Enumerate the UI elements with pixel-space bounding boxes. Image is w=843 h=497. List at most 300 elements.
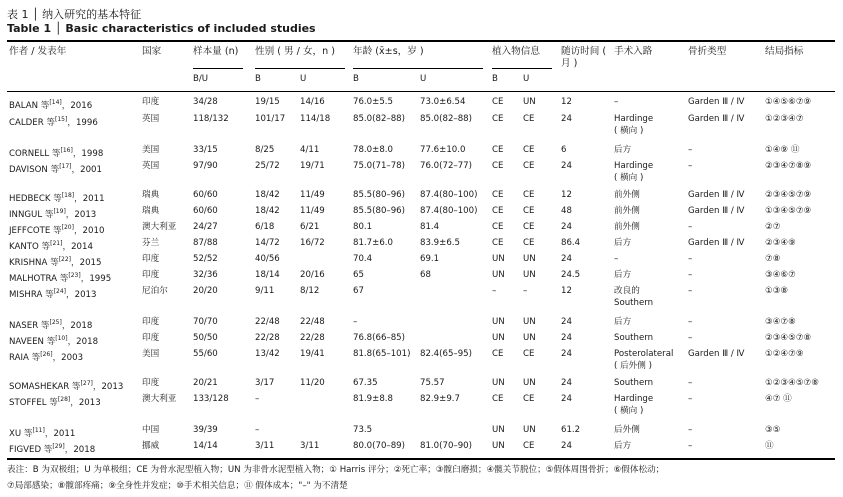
cell-imp-b: UN (492, 254, 505, 264)
cell-author (9, 333, 98, 348)
cell-followup: 24 (561, 378, 572, 388)
cell-followup: 24 (561, 114, 572, 124)
cell-imp-u: UN (523, 425, 536, 435)
cell-fracture: – (688, 394, 693, 404)
cell-sample: 70/70 (193, 317, 218, 327)
cell-imp-u: CE (523, 161, 535, 171)
cell-followup: 48 (561, 206, 572, 216)
cell-imp-u: UN (523, 97, 536, 107)
cell-age-u: 68 (420, 270, 431, 280)
author-name: MISHRA 等 (9, 289, 54, 300)
cell-sample: 97/90 (193, 161, 218, 171)
publication-year: ，2010 (73, 225, 105, 236)
publication-year: ，2018 (67, 336, 99, 347)
cell-country: 美国 (142, 349, 160, 359)
cell-sex-u: 22/28 (300, 333, 325, 343)
cell-followup: 6 (561, 145, 567, 155)
table-note-line-2: ⑦局部感染；⑧髋部疼痛；⑨全身性并发症；⑩手术相关信息；⑪ 假体成本；"–" 为不清楚 (7, 481, 348, 491)
cell-sex-u: 20/16 (300, 270, 325, 280)
cell-approach: 后方 (614, 317, 632, 327)
cell-sex-b: 3/11 (255, 441, 275, 451)
implant-subrule (492, 68, 552, 69)
cell-imp-u: CE (523, 222, 535, 232)
subheader-sex-b: B (255, 74, 261, 84)
header-country: 国家 (142, 46, 162, 57)
cell-sex-u: 11/49 (300, 206, 325, 216)
cell-sample: 14/14 (193, 441, 218, 451)
cell-followup: 24 (561, 441, 572, 451)
cell-sex-b: 19/15 (255, 97, 280, 107)
cell-sample: 34/28 (193, 97, 218, 107)
cell-age-b: 67.35 (353, 378, 378, 388)
cell-age-u: 81.0(70–90) (420, 441, 473, 451)
cell-age-u: 87.4(80–100) (420, 206, 478, 216)
header-approach: 手术入路 (614, 46, 653, 57)
subheader-age-u: U (420, 74, 427, 84)
cell-outcome: ③④⑥⑦ (765, 270, 796, 280)
reference-number: [10] (55, 335, 68, 342)
cell-approach: 前外侧 (614, 190, 640, 200)
bottom-rule (7, 458, 835, 460)
cell-outcome: ⑪ (765, 441, 774, 451)
cell-author (9, 97, 92, 112)
publication-year: ，2003 (52, 352, 84, 363)
cell-outcome: ②⑦ (765, 222, 781, 232)
cell-imp-b: CE (492, 222, 504, 232)
cell-outcome: ①③⑧ (765, 286, 789, 296)
cell-imp-u: UN (523, 317, 536, 327)
cell-age-b: 76.8(66–85) (353, 333, 406, 343)
cell-sex-u: 8/12 (300, 286, 320, 296)
cell-imp-u: CE (523, 145, 535, 155)
header-sample: 样本量 (n) (193, 46, 239, 57)
cell-sex-b: 9/11 (255, 286, 275, 296)
cell-followup: 24 (561, 394, 572, 404)
cell-age-b: 80.0(70–89) (353, 441, 406, 451)
cell-fracture: – (688, 222, 693, 232)
sample-subrule (193, 68, 243, 69)
cell-outcome: ①④⑤⑥⑦⑨ (765, 97, 812, 107)
cell-followup: 24 (561, 317, 572, 327)
publication-year: ，1998 (72, 148, 104, 159)
author-name: JEFFCOTE 等 (9, 225, 62, 236)
cell-fracture: – (688, 317, 693, 327)
cell-imp-b: CE (492, 161, 504, 171)
author-name: DAVISON 等 (9, 164, 60, 175)
cell-sample: 50/50 (193, 333, 218, 343)
author-name: HEDBECK 等 (9, 193, 62, 204)
subheader-sex-u: U (300, 74, 307, 84)
cell-country: 挪威 (142, 441, 160, 451)
cell-age-u: 83.9±6.5 (420, 238, 461, 248)
reference-number: [17] (59, 163, 72, 170)
cell-author (9, 286, 97, 301)
cell-imp-u: – (523, 286, 528, 296)
author-name: STOFFEL 等 (9, 397, 58, 408)
cell-sex-b: – (255, 394, 260, 404)
cell-fracture: Garden Ⅲ / Ⅳ (688, 97, 745, 107)
cell-sex-u: 11/20 (300, 378, 325, 388)
reference-number: [14] (49, 99, 62, 106)
reference-number: [20] (61, 224, 74, 231)
publication-year: ，2018 (61, 320, 93, 331)
reference-number: [26] (40, 351, 53, 358)
cell-fracture: – (688, 441, 693, 451)
cell-imp-u: CE (523, 349, 535, 359)
cell-imp-u: CE (523, 190, 535, 200)
cell-approach: 后方 (614, 441, 632, 451)
author-name: KRISHNA 等 (9, 257, 59, 268)
cell-sex-b: 22/48 (255, 317, 280, 327)
reference-number: [28] (57, 396, 71, 403)
cell-author (9, 317, 92, 332)
cell-followup: 24.5 (561, 270, 581, 280)
cell-imp-b: UN (492, 441, 505, 451)
subheader-implant-u: U (523, 74, 530, 84)
reference-number: [24] (53, 288, 67, 295)
publication-year: ，1996 (67, 117, 98, 128)
reference-number: [23] (68, 272, 81, 279)
publication-year: ，1995 (80, 273, 112, 284)
cell-age-b: 73.5 (353, 425, 373, 435)
cell-sex-b: 18/14 (255, 270, 280, 280)
cell-age-u: 77.6±10.0 (420, 145, 466, 155)
cell-fracture: Garden Ⅲ / Ⅳ (688, 238, 745, 248)
header-rule (7, 91, 835, 92)
cell-age-b: 80.1 (353, 222, 373, 232)
cell-age-u: 75.57 (420, 378, 445, 388)
cell-country: 中国 (142, 425, 160, 435)
cell-fracture: Garden Ⅲ / Ⅳ (688, 206, 745, 216)
author-name: RAIA 等 (9, 352, 41, 363)
author-name: KANTO 等 (9, 241, 51, 252)
cell-sex-u: 19/41 (300, 349, 325, 359)
cell-author (9, 378, 123, 393)
cell-sex-u: 114/18 (300, 114, 331, 124)
cell-age-u: 76.0(72–77) (420, 161, 473, 171)
cell-outcome: ②③④⑦⑧⑨ (765, 161, 812, 171)
cell-age-b: 85.0(82–88) (353, 114, 406, 124)
reference-number: [22] (58, 256, 72, 263)
header-age: 年龄 (x̄±s，岁 ) (353, 46, 424, 57)
cell-approach-detail: ( 后外侧 ) (614, 361, 652, 371)
cell-country: 美国 (142, 145, 160, 155)
cell-approach: 前外侧 (614, 206, 640, 216)
cell-fracture: – (688, 378, 693, 388)
cell-outcome: ①④⑨ ⑪ (765, 145, 800, 155)
cell-approach: Hardinge (614, 394, 654, 404)
publication-year: ，2011 (74, 193, 105, 204)
cell-age-u: 82.4(65–95) (420, 349, 473, 359)
publication-year: ，2015 (71, 257, 102, 268)
cell-age-b: 78.0±8.0 (353, 145, 394, 155)
cell-outcome: ③⑤ (765, 425, 781, 435)
cell-author (9, 441, 95, 456)
publication-year: ，2013 (65, 209, 97, 220)
publication-year: ，2018 (64, 444, 96, 455)
cell-sample: 60/60 (193, 190, 218, 200)
table-note-line-1: 表注：B 为双极组；U 为单极组；CE 为骨水泥型植入物；UN 为非骨水泥型植入物；① Harris 评分；②死亡率；③髋臼磨损；④髋关节脱位；⑤假体周围骨折；⑥假体松动； (7, 465, 665, 475)
author-name: NAVEEN 等 (9, 336, 56, 347)
cell-approach: Hardinge (614, 114, 654, 124)
cell-imp-u: UN (523, 333, 536, 343)
cell-imp-b: UN (492, 333, 505, 343)
cell-outcome: ①③④⑤⑦⑨ (765, 206, 812, 216)
reference-number: [19] (53, 208, 66, 215)
cell-approach-detail: ( 横向 ) (614, 126, 644, 136)
reference-number: [21] (50, 240, 63, 247)
cell-age-b: 81.9±8.8 (353, 394, 394, 404)
cell-imp-b: CE (492, 394, 504, 404)
cell-imp-b: CE (492, 97, 504, 107)
cell-followup: 86.4 (561, 238, 581, 248)
cell-author (9, 270, 111, 285)
cell-country: 印度 (142, 317, 160, 327)
cell-approach: 后方 (614, 145, 632, 155)
cell-imp-b: UN (492, 317, 505, 327)
cell-sex-u: 22/48 (300, 317, 325, 327)
cell-imp-b: CE (492, 349, 504, 359)
cell-imp-b: – (492, 286, 497, 296)
cell-author (9, 238, 93, 253)
cell-followup: 24 (561, 333, 572, 343)
header-implant: 植入物信息 (492, 46, 540, 57)
cell-sex-b: 101/17 (255, 114, 286, 124)
reference-number: [25] (49, 319, 62, 326)
cell-followup: 24 (561, 161, 572, 171)
cell-outcome: ②③④⑤⑦⑧ (765, 333, 812, 343)
cell-author (9, 425, 75, 440)
cell-country: 英国 (142, 161, 160, 171)
author-name: XU 等 (9, 428, 33, 439)
author-name: CORNELL 等 (9, 148, 61, 159)
author-name: FIGVED 等 (9, 444, 53, 455)
cell-sample: 87/88 (193, 238, 218, 248)
cell-imp-b: CE (492, 206, 504, 216)
cell-sex-b: 13/42 (255, 349, 280, 359)
cell-country: 澳大利亚 (142, 222, 177, 232)
cell-fracture: – (688, 333, 693, 343)
publication-year: ，2016 (61, 100, 93, 111)
cell-sample: 55/60 (193, 349, 218, 359)
cell-imp-b: CE (492, 114, 504, 124)
cell-imp-u: UN (523, 254, 536, 264)
publication-year: ，2014 (62, 241, 93, 252)
cell-followup: 24 (561, 254, 572, 264)
cell-approach: Southern (614, 333, 654, 343)
cell-age-u: 87.4(80–100) (420, 190, 478, 200)
cell-sex-u: 6/21 (300, 222, 320, 232)
cell-country: 芬兰 (142, 238, 160, 248)
cell-approach: 前外侧 (614, 222, 640, 232)
publication-year: ，2001 (71, 164, 102, 175)
cell-sample: 20/21 (193, 378, 218, 388)
cell-sex-b: 40/56 (255, 254, 280, 264)
cell-sex-b: – (255, 425, 260, 435)
cell-sex-u: 19/71 (300, 161, 325, 171)
cell-fracture: Garden Ⅲ / Ⅳ (688, 190, 745, 200)
cell-country: 印度 (142, 270, 160, 280)
cell-country: 印度 (142, 254, 160, 264)
cell-imp-u: CE (523, 114, 535, 124)
cell-imp-b: CE (492, 145, 504, 155)
cell-sex-u: 3/11 (300, 441, 320, 451)
cell-outcome: ②③④⑤⑦⑨ (765, 190, 812, 200)
cell-age-b: 81.7±6.0 (353, 238, 394, 248)
cell-sample: 133/128 (193, 394, 229, 404)
cell-age-b: 70.4 (353, 254, 373, 264)
subheader-implant-b: B (492, 74, 498, 84)
cell-sex-b: 8/25 (255, 145, 275, 155)
age-subrule (353, 68, 483, 69)
cell-age-u: 81.4 (420, 222, 440, 232)
table-caption-en: Table 1 │ Basic characteristics of included studies (7, 22, 316, 35)
header-followup: 随访时间 ( 月 ) (561, 46, 607, 69)
cell-age-u: 85.0(82–88) (420, 114, 473, 124)
cell-approach: – (614, 254, 619, 264)
cell-fracture: – (688, 270, 693, 280)
cell-age-b: 85.5(80–96) (353, 206, 406, 216)
cell-sample: 118/132 (193, 114, 229, 124)
cell-imp-b: UN (492, 378, 505, 388)
reference-number: [29] (52, 443, 65, 450)
author-name: SOMASHEKAR 等 (9, 381, 81, 392)
cell-imp-u: UN (523, 378, 536, 388)
sex-subrule (255, 68, 345, 69)
cell-imp-u: CE (523, 238, 535, 248)
cell-approach: Posterolateral (614, 349, 674, 359)
cell-approach: 后外侧 (614, 425, 640, 435)
cell-sex-u: 4/11 (300, 145, 320, 155)
subheader-sample: B/U (193, 74, 209, 84)
cell-author (9, 114, 98, 129)
cell-followup: 24 (561, 222, 572, 232)
cell-fracture: – (688, 254, 693, 264)
author-name: MALHOTRA 等 (9, 273, 69, 284)
cell-sex-b: 25/72 (255, 161, 280, 171)
cell-imp-u: CE (523, 206, 535, 216)
cell-author (9, 254, 102, 269)
publication-year: ，2011 (44, 428, 76, 439)
author-name: BALAN 等 (9, 100, 50, 111)
cell-imp-u: UN (523, 270, 536, 280)
publication-year: ，2013 (92, 381, 124, 392)
cell-followup: 12 (561, 190, 572, 200)
cell-age-u: 73.0±6.54 (420, 97, 466, 107)
cell-sex-b: 3/17 (255, 378, 275, 388)
cell-fracture: Garden Ⅲ / Ⅳ (688, 349, 745, 359)
cell-outcome: ②③④⑨ (765, 238, 796, 248)
top-rule (7, 40, 835, 42)
reference-number: [18] (61, 192, 75, 199)
reference-number: [11] (32, 427, 45, 434)
cell-imp-u: CE (523, 441, 535, 451)
cell-imp-u: CE (523, 394, 535, 404)
header-outcome: 结局指标 (765, 46, 804, 57)
cell-sex-b: 18/42 (255, 190, 280, 200)
cell-approach: Southern (614, 378, 654, 388)
header-author: 作者 / 发表年 (9, 46, 67, 57)
cell-followup: 61.2 (561, 425, 581, 435)
cell-age-b: 76.0±5.5 (353, 97, 394, 107)
cell-fracture: – (688, 286, 693, 296)
cell-sex-b: 18/42 (255, 206, 280, 216)
cell-approach-detail: Southern (614, 298, 654, 308)
cell-author (9, 145, 103, 160)
cell-age-b: 75.0(71–78) (353, 161, 406, 171)
cell-imp-b: CE (492, 238, 504, 248)
cell-imp-b: UN (492, 270, 505, 280)
cell-sample: 33/15 (193, 145, 218, 155)
cell-followup: 12 (561, 286, 572, 296)
cell-sex-b: 6/18 (255, 222, 275, 232)
cell-age-u: 82.9±9.7 (420, 394, 461, 404)
cell-outcome: ①②③④⑦ (765, 114, 804, 124)
cell-followup: 24 (561, 349, 572, 359)
subheader-age-b: B (353, 74, 359, 84)
cell-sample: 60/60 (193, 206, 218, 216)
cell-approach: – (614, 97, 619, 107)
cell-outcome: ③④⑦⑧ (765, 317, 796, 327)
cell-country: 瑞典 (142, 190, 160, 200)
cell-sample: 52/52 (193, 254, 218, 264)
cell-sample: 39/39 (193, 425, 218, 435)
author-name: NASER 等 (9, 320, 50, 331)
cell-author (9, 190, 105, 205)
cell-followup: 12 (561, 97, 572, 107)
cell-sample: 32/36 (193, 270, 218, 280)
cell-sample: 20/20 (193, 286, 218, 296)
header-fracture: 骨折类型 (688, 46, 727, 57)
cell-country: 英国 (142, 114, 160, 124)
cell-sex-u: 16/72 (300, 238, 325, 248)
cell-approach-detail: ( 横向 ) (614, 406, 644, 416)
table-caption-zh: 表 1 │ 纳入研究的基本特征 (7, 8, 142, 21)
cell-author (9, 349, 83, 364)
cell-fracture: – (688, 145, 693, 155)
publication-year: ，2013 (66, 289, 97, 300)
cell-outcome: ①②③④⑤⑦⑧ (765, 378, 819, 388)
cell-approach: 后方 (614, 238, 632, 248)
cell-imp-b: CE (492, 190, 504, 200)
cell-country: 瑞典 (142, 206, 160, 216)
cell-age-b: – (353, 317, 358, 327)
cell-imp-b: UN (492, 425, 505, 435)
cell-approach: Hardinge (614, 161, 654, 171)
cell-country: 尼泊尔 (142, 286, 168, 296)
cell-fracture: – (688, 161, 693, 171)
cell-sex-u: 14/16 (300, 97, 325, 107)
cell-country: 印度 (142, 97, 160, 107)
cell-country: 印度 (142, 333, 160, 343)
cell-outcome: ④⑦ ⑪ (765, 394, 792, 404)
cell-sex-b: 14/72 (255, 238, 280, 248)
cell-country: 印度 (142, 378, 160, 388)
cell-country: 澳大利亚 (142, 394, 177, 404)
reference-number: [27] (80, 380, 93, 387)
cell-fracture: – (688, 425, 693, 435)
cell-sex-u: 11/49 (300, 190, 325, 200)
cell-age-u: 69.1 (420, 254, 440, 264)
cell-author (9, 161, 102, 176)
cell-sex-b: 22/28 (255, 333, 280, 343)
cell-age-b: 81.8(65–101) (353, 349, 411, 359)
cell-approach: 改良的 (614, 286, 640, 296)
reference-number: [16] (60, 147, 73, 154)
cell-outcome: ①②④⑦⑨ (765, 349, 804, 359)
cell-age-b: 67 (353, 286, 364, 296)
author-name: CALDER 等 (9, 117, 56, 128)
